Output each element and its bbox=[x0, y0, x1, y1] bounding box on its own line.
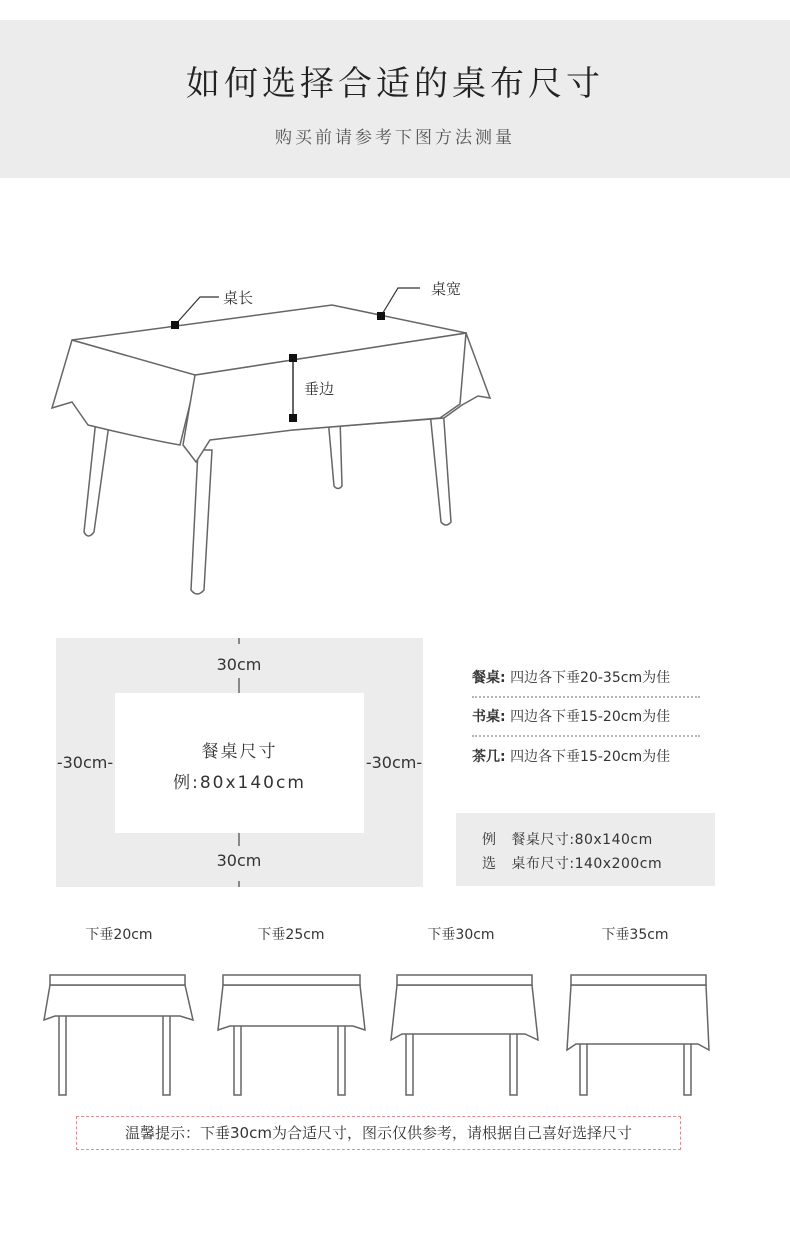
note-term: 餐桌: bbox=[472, 670, 506, 686]
drop-20-label: 下垂20cm bbox=[85, 927, 153, 943]
note-divider bbox=[472, 696, 700, 698]
note-coffee-table bbox=[472, 746, 670, 766]
note-desc: 四边各下垂15-20cm为佳 bbox=[510, 709, 671, 725]
drop-35-label: 下垂35cm bbox=[601, 927, 669, 943]
page-subtitle: 购买前请参考下图方法测量 bbox=[275, 128, 515, 148]
example-box bbox=[456, 813, 715, 886]
bottom-drop-value: 30cm bbox=[216, 851, 262, 870]
example-prefix: 例 bbox=[482, 832, 497, 848]
example-prefix: 选 bbox=[482, 856, 497, 872]
note-divider bbox=[472, 735, 700, 737]
example-text: 桌布尺寸:140x200cm bbox=[511, 856, 663, 872]
left-drop-value: -30cm- bbox=[56, 753, 114, 772]
table-size-title: 餐桌尺寸 bbox=[201, 742, 278, 762]
right-drop-value: -30cm- bbox=[365, 753, 423, 772]
example-table-size bbox=[482, 829, 653, 849]
note-term: 书桌: bbox=[472, 709, 506, 725]
note-desk bbox=[472, 706, 670, 726]
tablecloth-diagram bbox=[0, 260, 790, 610]
note-term: 茶几: bbox=[472, 749, 506, 765]
page-title: 如何选择合适的桌布尺寸 bbox=[186, 64, 604, 104]
example-cloth-size bbox=[482, 853, 662, 873]
drop-25-label: 下垂25cm bbox=[257, 927, 325, 943]
table-size-example: 例:80x140cm bbox=[173, 773, 306, 793]
note-desc: 四边各下垂20-35cm为佳 bbox=[510, 670, 671, 686]
example-text: 餐桌尺寸:80x140cm bbox=[511, 832, 653, 848]
table-width-label: 桌宽 bbox=[431, 280, 462, 298]
note-dining-table bbox=[472, 667, 670, 687]
warm-tip: 温馨提示：下垂30cm为合适尺寸，图示仅供参考，请根据自己喜好选择尺寸 bbox=[76, 1116, 681, 1150]
top-drop-value: 30cm bbox=[216, 655, 262, 674]
drop-comparison-tables bbox=[40, 970, 720, 1100]
note-desc: 四边各下垂15-20cm为佳 bbox=[510, 749, 671, 765]
drop-30-label: 下垂30cm bbox=[427, 927, 495, 943]
table-length-label: 桌长 bbox=[223, 289, 254, 307]
drop-height-label: 垂边 bbox=[304, 380, 335, 398]
